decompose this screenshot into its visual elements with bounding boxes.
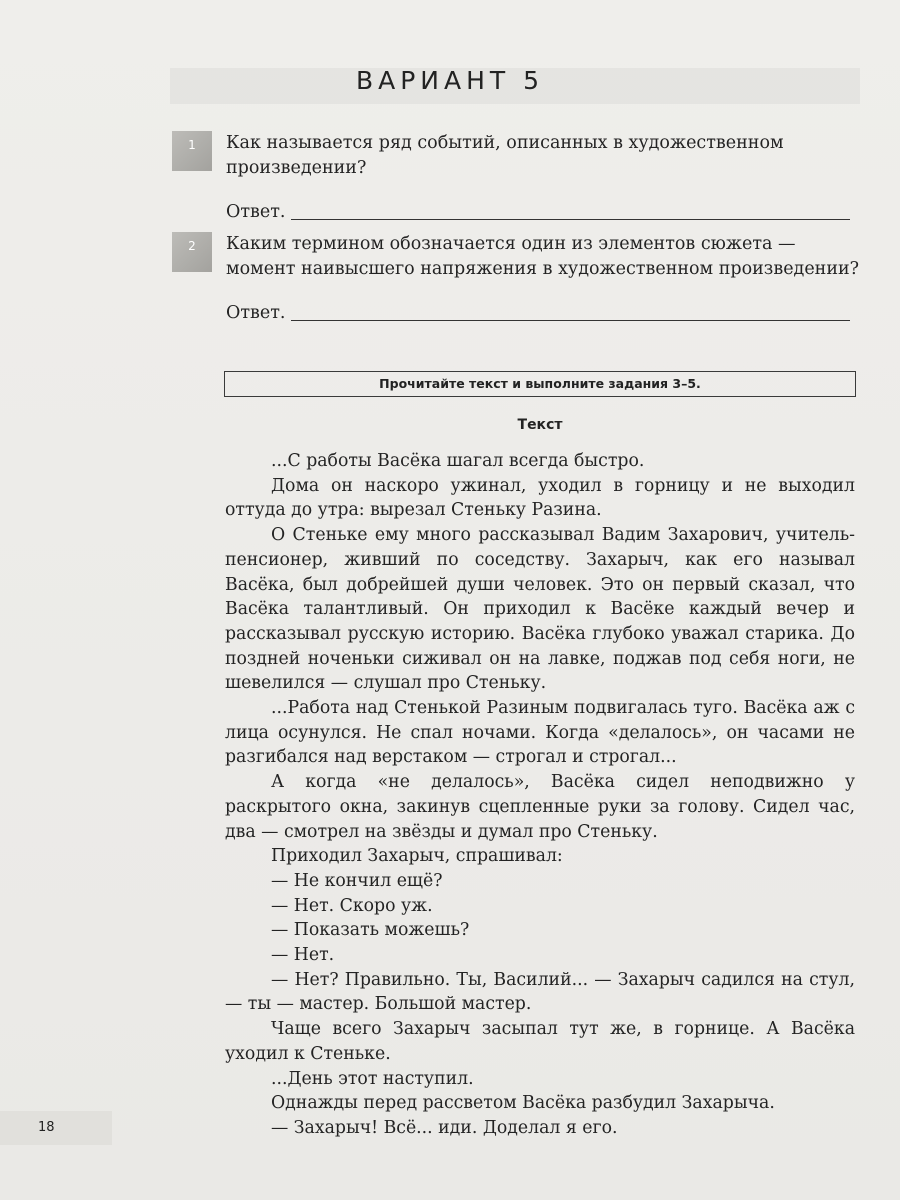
paragraph: ...С работы Васёка шагал всегда быстро. — [271, 451, 645, 471]
paragraph: — Показать можешь? — [271, 920, 470, 941]
answer-label: Ответ. — [226, 303, 286, 323]
paragraph: — Нет? Правильно. Ты, Василий... — Захарыч садился на стул, — ты — мастер. Большой мастер. — [225, 969, 855, 1015]
paragraph: Чаще всего Захарыч засыпал тут же, в горнице. А Васёка уходил к Стеньке. — [225, 1019, 855, 1064]
paragraph: — Нет. Скоро уж. — [271, 895, 433, 916]
paragraph: Однажды перед рассветом Васёка разбудил Захарыча. — [271, 1093, 775, 1114]
answer-field[interactable] — [291, 302, 850, 321]
task-number-badge: 2 — [172, 232, 212, 272]
answer-field[interactable] — [291, 201, 850, 220]
story-text — [225, 449, 855, 1141]
task-question: Как называется ряд событий, описанных в художественном произведении? — [226, 133, 784, 178]
paragraph: Дома он наскоро ужинал, уходил в горницу и не выходил оттуда до утра: вырезал Стеньку Разина. — [225, 475, 855, 521]
page-number: 18 — [0, 1111, 112, 1145]
paragraph: — Нет. — [271, 945, 335, 966]
paragraph: О Стеньке ему много рассказывал Вадим Захарович, учитель-пенсионер, живший по соседству. Захарыч, как его называл Васёка, был добрейшей души человек. Это он первый сказал, что Васёка талантливый. Он приходил к Васёке каждый вечер и рассказывал русскую историю. Васёка глубоко уважал старика. До поздней ноченьки сиживал он на лавке, поджав под себя ноги, не шевелился — слушал про Стеньку. — [225, 525, 855, 694]
paragraph: ...День этот наступил. — [271, 1068, 474, 1089]
text-heading: Текст — [517, 417, 563, 433]
answer-row — [226, 201, 850, 223]
answer-label: Ответ. — [226, 202, 286, 222]
paragraph: Приходил Захарыч, спрашивал: — [271, 846, 563, 867]
paragraph: — Захарыч! Всё... иди. Доделал я его. — [271, 1117, 618, 1138]
instruction-box: Прочитайте текст и выполните задания 3–5. — [224, 371, 856, 397]
paragraph: — Не кончил ещё? — [271, 870, 443, 891]
paragraph: ...Работа над Стенькой Разиным подвигалась туго. Васёка аж с лица осунулся. Не спал ночами. Когда «делалось», он часами не разгибался над верстаком — строгал и строгал... — [225, 698, 855, 768]
task-number-badge: 1 — [172, 131, 212, 171]
paragraph: А когда «не делалось», Васёка сидел неподвижно у раскрытого окна, закинув сцепленные руки за голову. Сидел час, два — смотрел на звёзды и думал про Стеньку. — [225, 772, 855, 842]
variant-title: ВАРИАНТ 5 — [355, 66, 545, 95]
task-question: Каким термином обозначается один из элементов сюжета — момент наивысшего напряжения в художественном произведении? — [226, 234, 860, 279]
answer-row — [226, 302, 850, 324]
